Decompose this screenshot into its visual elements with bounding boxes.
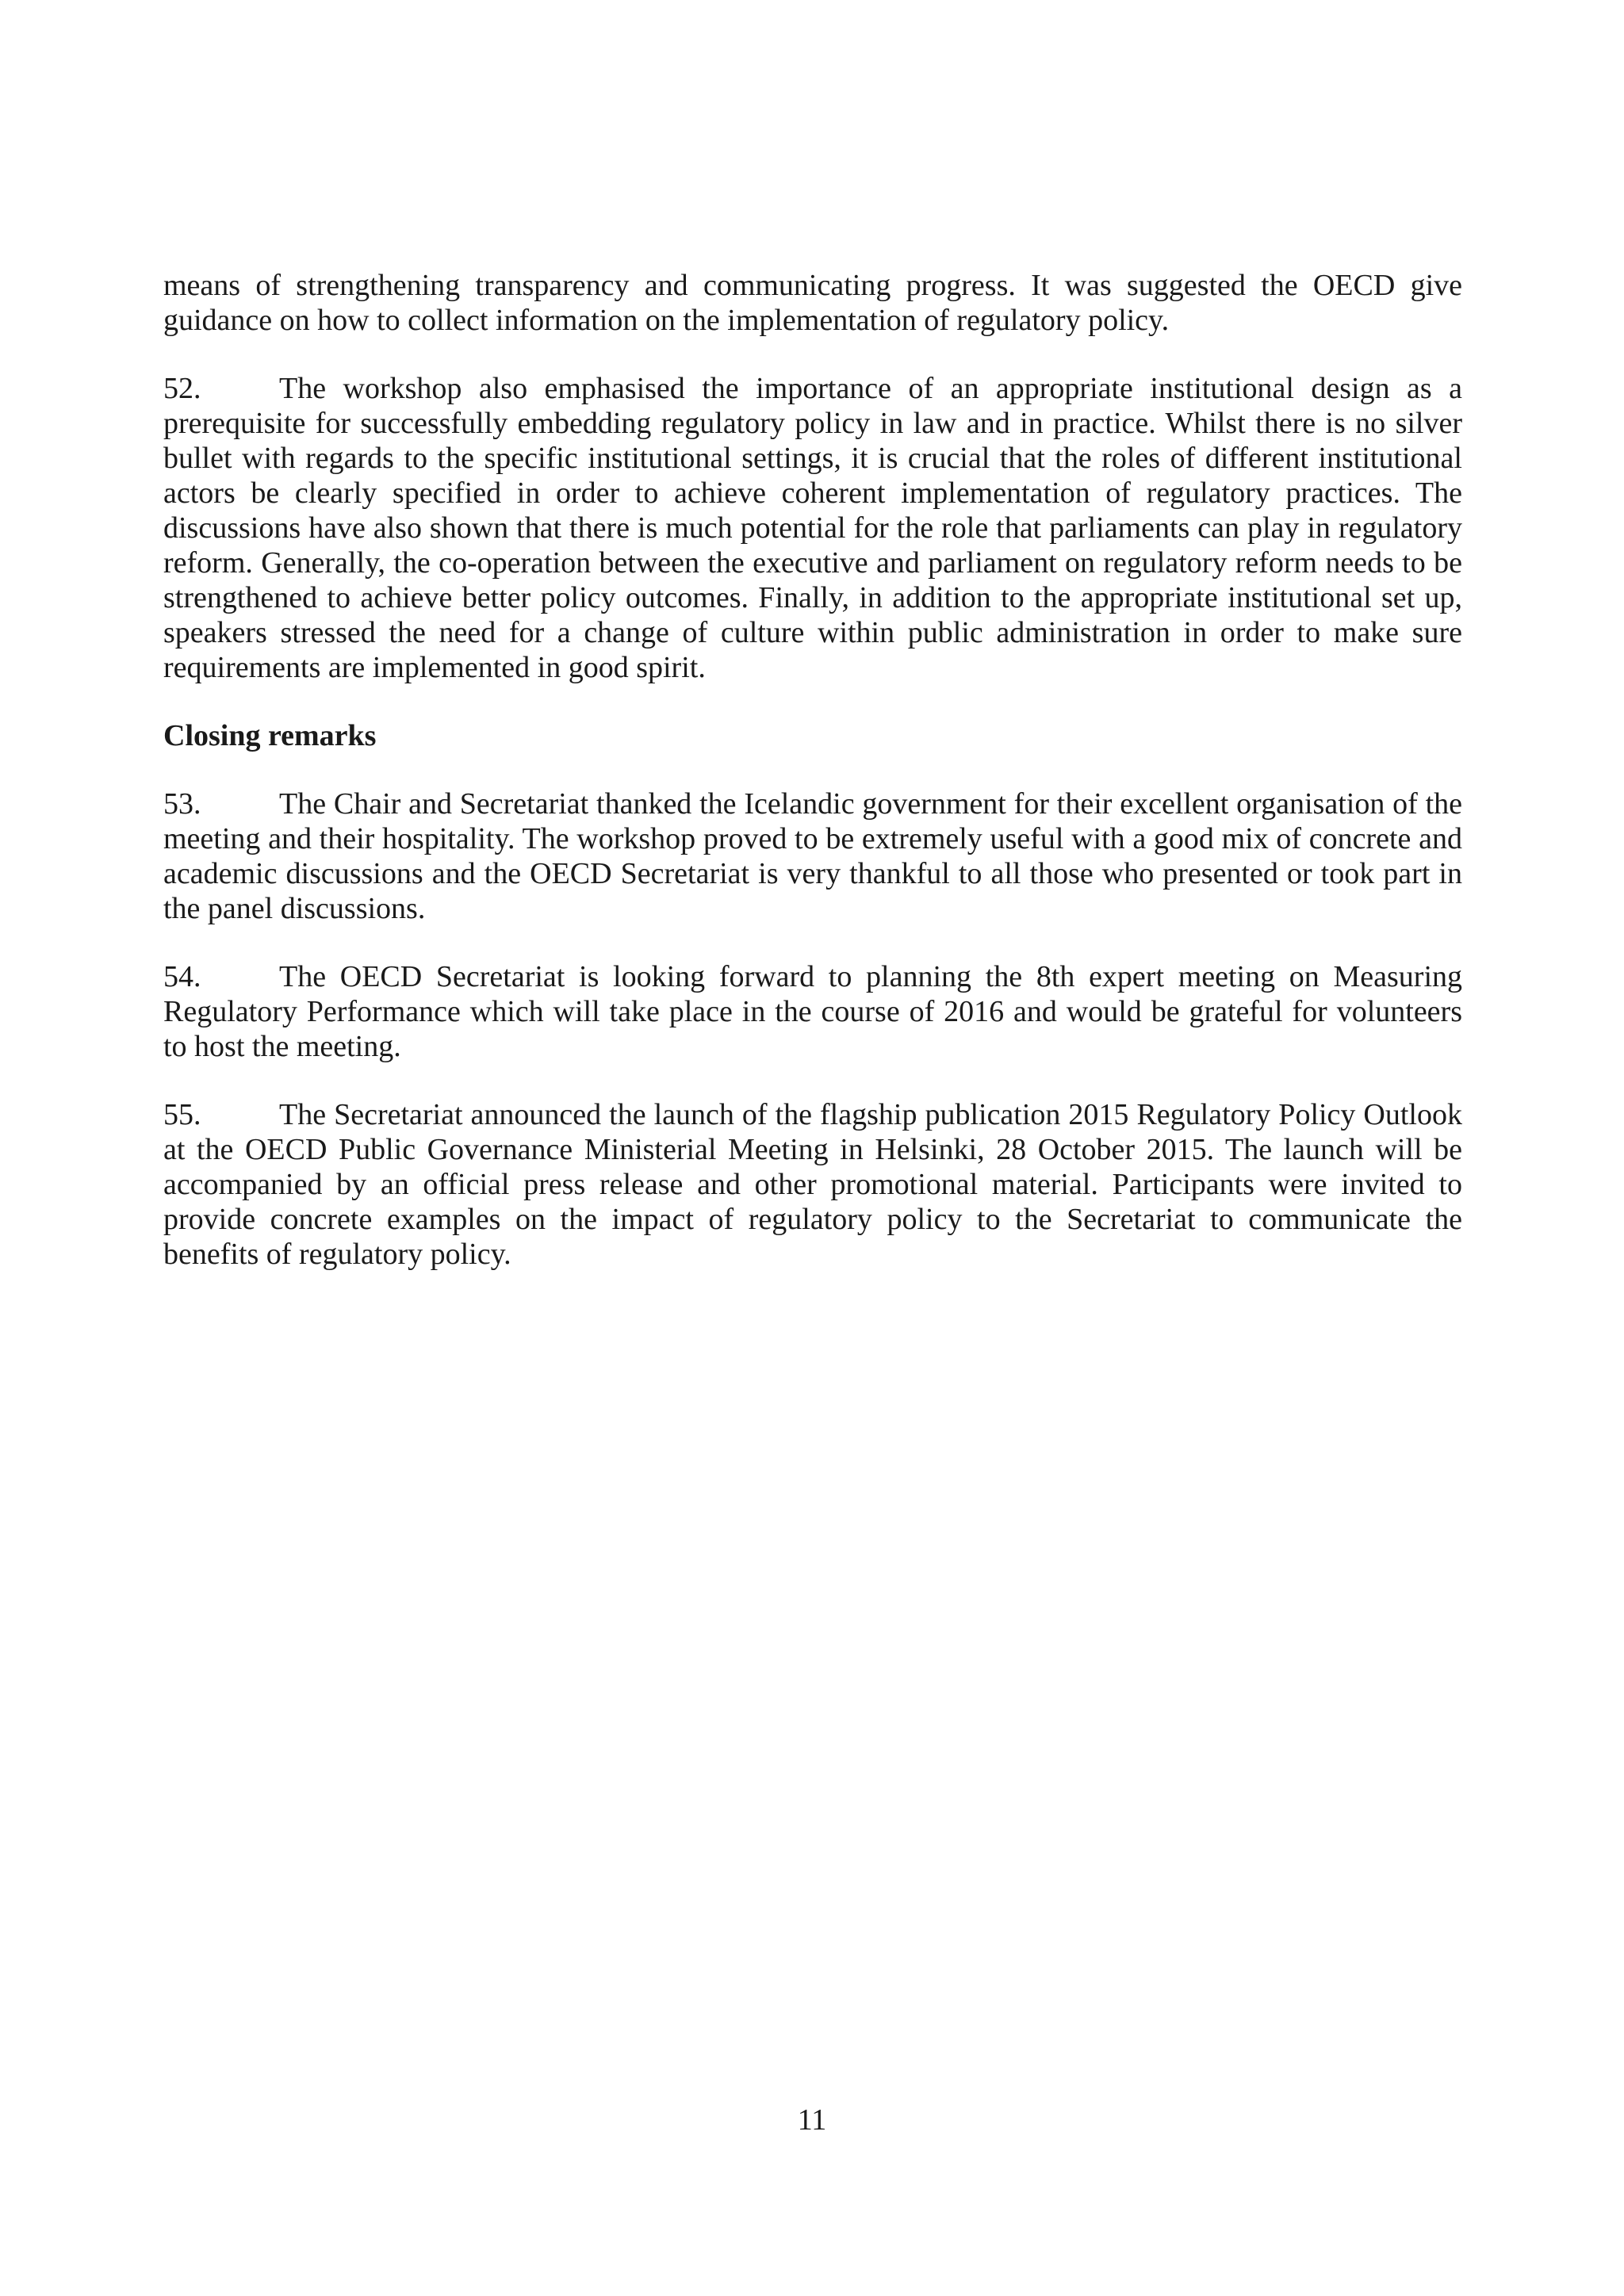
paragraph-54 (163, 959, 1462, 1064)
paragraph-text: The Chair and Secretariat thanked the Icelandic government for their excellent organisation of the meeting and their hospitality. The workshop proved to be extremely useful with a good mix of concrete and academic discussions and the OECD Secretariat is very thankful to all those who presented or took part in the panel discussions. (163, 787, 1462, 925)
paragraph-text: means of strengthening transparency and communicating progress. It was suggested the OECD give guidance on how to collect information on the implementation of regulatory policy. (163, 269, 1462, 337)
paragraph-continued (163, 268, 1462, 338)
paragraph-text: The OECD Secretariat is looking forward to planning the 8th expert meeting on Measuring Regulatory Performance which will take place in the course of 2016 and would be grateful for volunteers to host the meeting. (163, 960, 1462, 1063)
paragraph-55 (163, 1097, 1462, 1272)
paragraph-number: 53. (163, 787, 201, 821)
paragraph-number: 52. (163, 372, 201, 405)
page-body (163, 268, 1462, 1305)
paragraph-number: 55. (163, 1098, 201, 1131)
paragraph-53 (163, 786, 1462, 926)
paragraph-text: The workshop also emphasised the importance of an appropriate institutional design as a prerequisite for successfully embedding regulatory policy in law and in practice. Whilst there is no silver bullet with regards to the specific institutional settings, it is crucial that the roles of different institutional actors be clearly specified in order to achieve coherent implementation of regulatory practices. The discussions have also shown that there is much potential for the role that parliaments can play in regulatory reform. Generally, the co-operation between the executive and parliament on regulatory reform needs to be strengthened to achieve better policy outcomes. Finally, in addition to the appropriate institutional set up, speakers stressed the need for a change of culture within public administration in order to make sure requirements are implemented in good spirit. (163, 372, 1462, 684)
paragraph-number: 54. (163, 960, 201, 993)
section-heading: Closing remarks (163, 719, 377, 752)
paragraph-52 (163, 371, 1462, 685)
paragraph-text: The Secretariat announced the launch of the flagship publication 2015 Regulatory Policy Outlook at the OECD Public Governance Ministerial Meeting in Helsinki, 28 October 2015. The launch will be accompanied by an official press release and other promotional material. Participants were invited to provide concrete examples on the impact of regulatory policy to the Secretariat to communicate the benefits of regulatory policy. (163, 1098, 1462, 1271)
page-number: 11 (797, 2103, 827, 2137)
